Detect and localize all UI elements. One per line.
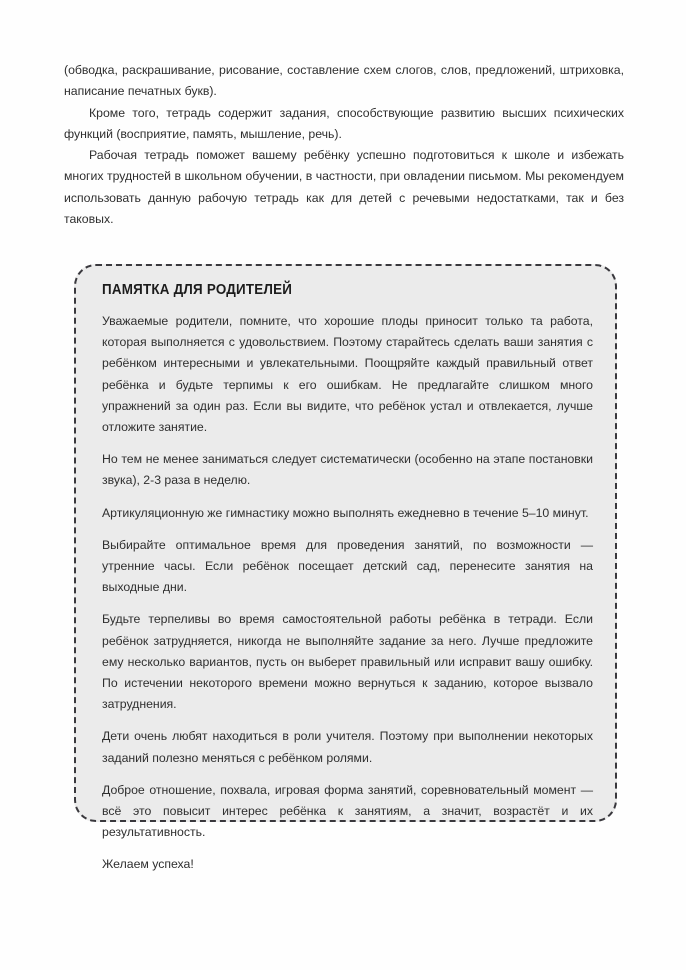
intro-paragraph: (обводка, раскрашивание, рисование, составление схем слогов, слов, предложений, штриховка, написание печатных букв). xyxy=(64,63,624,99)
callout-closing-line: Желаем успеха! xyxy=(102,857,194,872)
callout-paragraph: Будьте терпеливы во время самостоятельной работы ребёнка в тетради. Если ребёнок затрудняется, никогда не выполняйте задание за него. Лучше предложите ему несколько вариантов, пусть он выберет правильный или исправит вашу ошибку. По истечении некоторого времени можно вернуться к заданию, которое вызвало затруднения. xyxy=(102,612,593,712)
callout-paragraph: Дети очень любят находиться в роли учителя. Поэтому при выполнении некоторых заданий полезно меняться с ребёнком ролями. xyxy=(102,729,593,765)
callout-paragraph: Доброе отношение, похвала, игровая форма занятий, соревновательный момент — всё это повысит интерес ребёнка к занятиям, а значит, возрастёт и их результативность. xyxy=(102,782,593,840)
callout-content xyxy=(102,282,593,876)
callout-paragraph: Уважаемые родители, помните, что хорошие плоды приносит только та работа, которая выполняется с удовольствием. Поэтому старайтесь сделать ваши занятия с ребёнком интересными и увлекательными. Поощряйте каждый правильный ответ ребёнка и будьте терпимы к его ошибкам. Не предлагайте слишком много упражнений за один раз. Если вы видите, что ребёнок устал и отвлекается, лучше отложите занятие. xyxy=(102,314,593,435)
parents-note-callout xyxy=(74,264,617,872)
intro-paragraph: Рабочая тетрадь поможет вашему ребёнку успешно подготовиться к школе и избежать многих трудностей в школьном обучении, в частности, при овладении письмом. Мы рекомендуем использовать данную рабочую тетрадь как для детей с речевыми недостатками, так и без таковых. xyxy=(64,148,624,227)
intro-section xyxy=(64,60,624,230)
callout-paragraph: Но тем не менее заниматься следует систематически (особенно на этапе постановки звука), 2-3 раза в неделю. xyxy=(102,452,593,488)
callout-paragraph: Выбирайте оптимальное время для проведения занятий, по возможности — утренние часы. Если ребёнок посещает детский сад, перенесите занятия на выходные дни. xyxy=(102,537,593,595)
callout-paragraph: Артикуляционную же гимнастику можно выполнять ежедневно в течение 5–10 минут. xyxy=(102,505,589,520)
intro-paragraph: Кроме того, тетрадь содержит задания, способствующие развитию высших психических функций (восприятие, память, мышление, речь). xyxy=(64,105,624,141)
callout-title: ПАМЯТКА ДЛЯ РОДИТЕЛЕЙ xyxy=(102,282,293,298)
